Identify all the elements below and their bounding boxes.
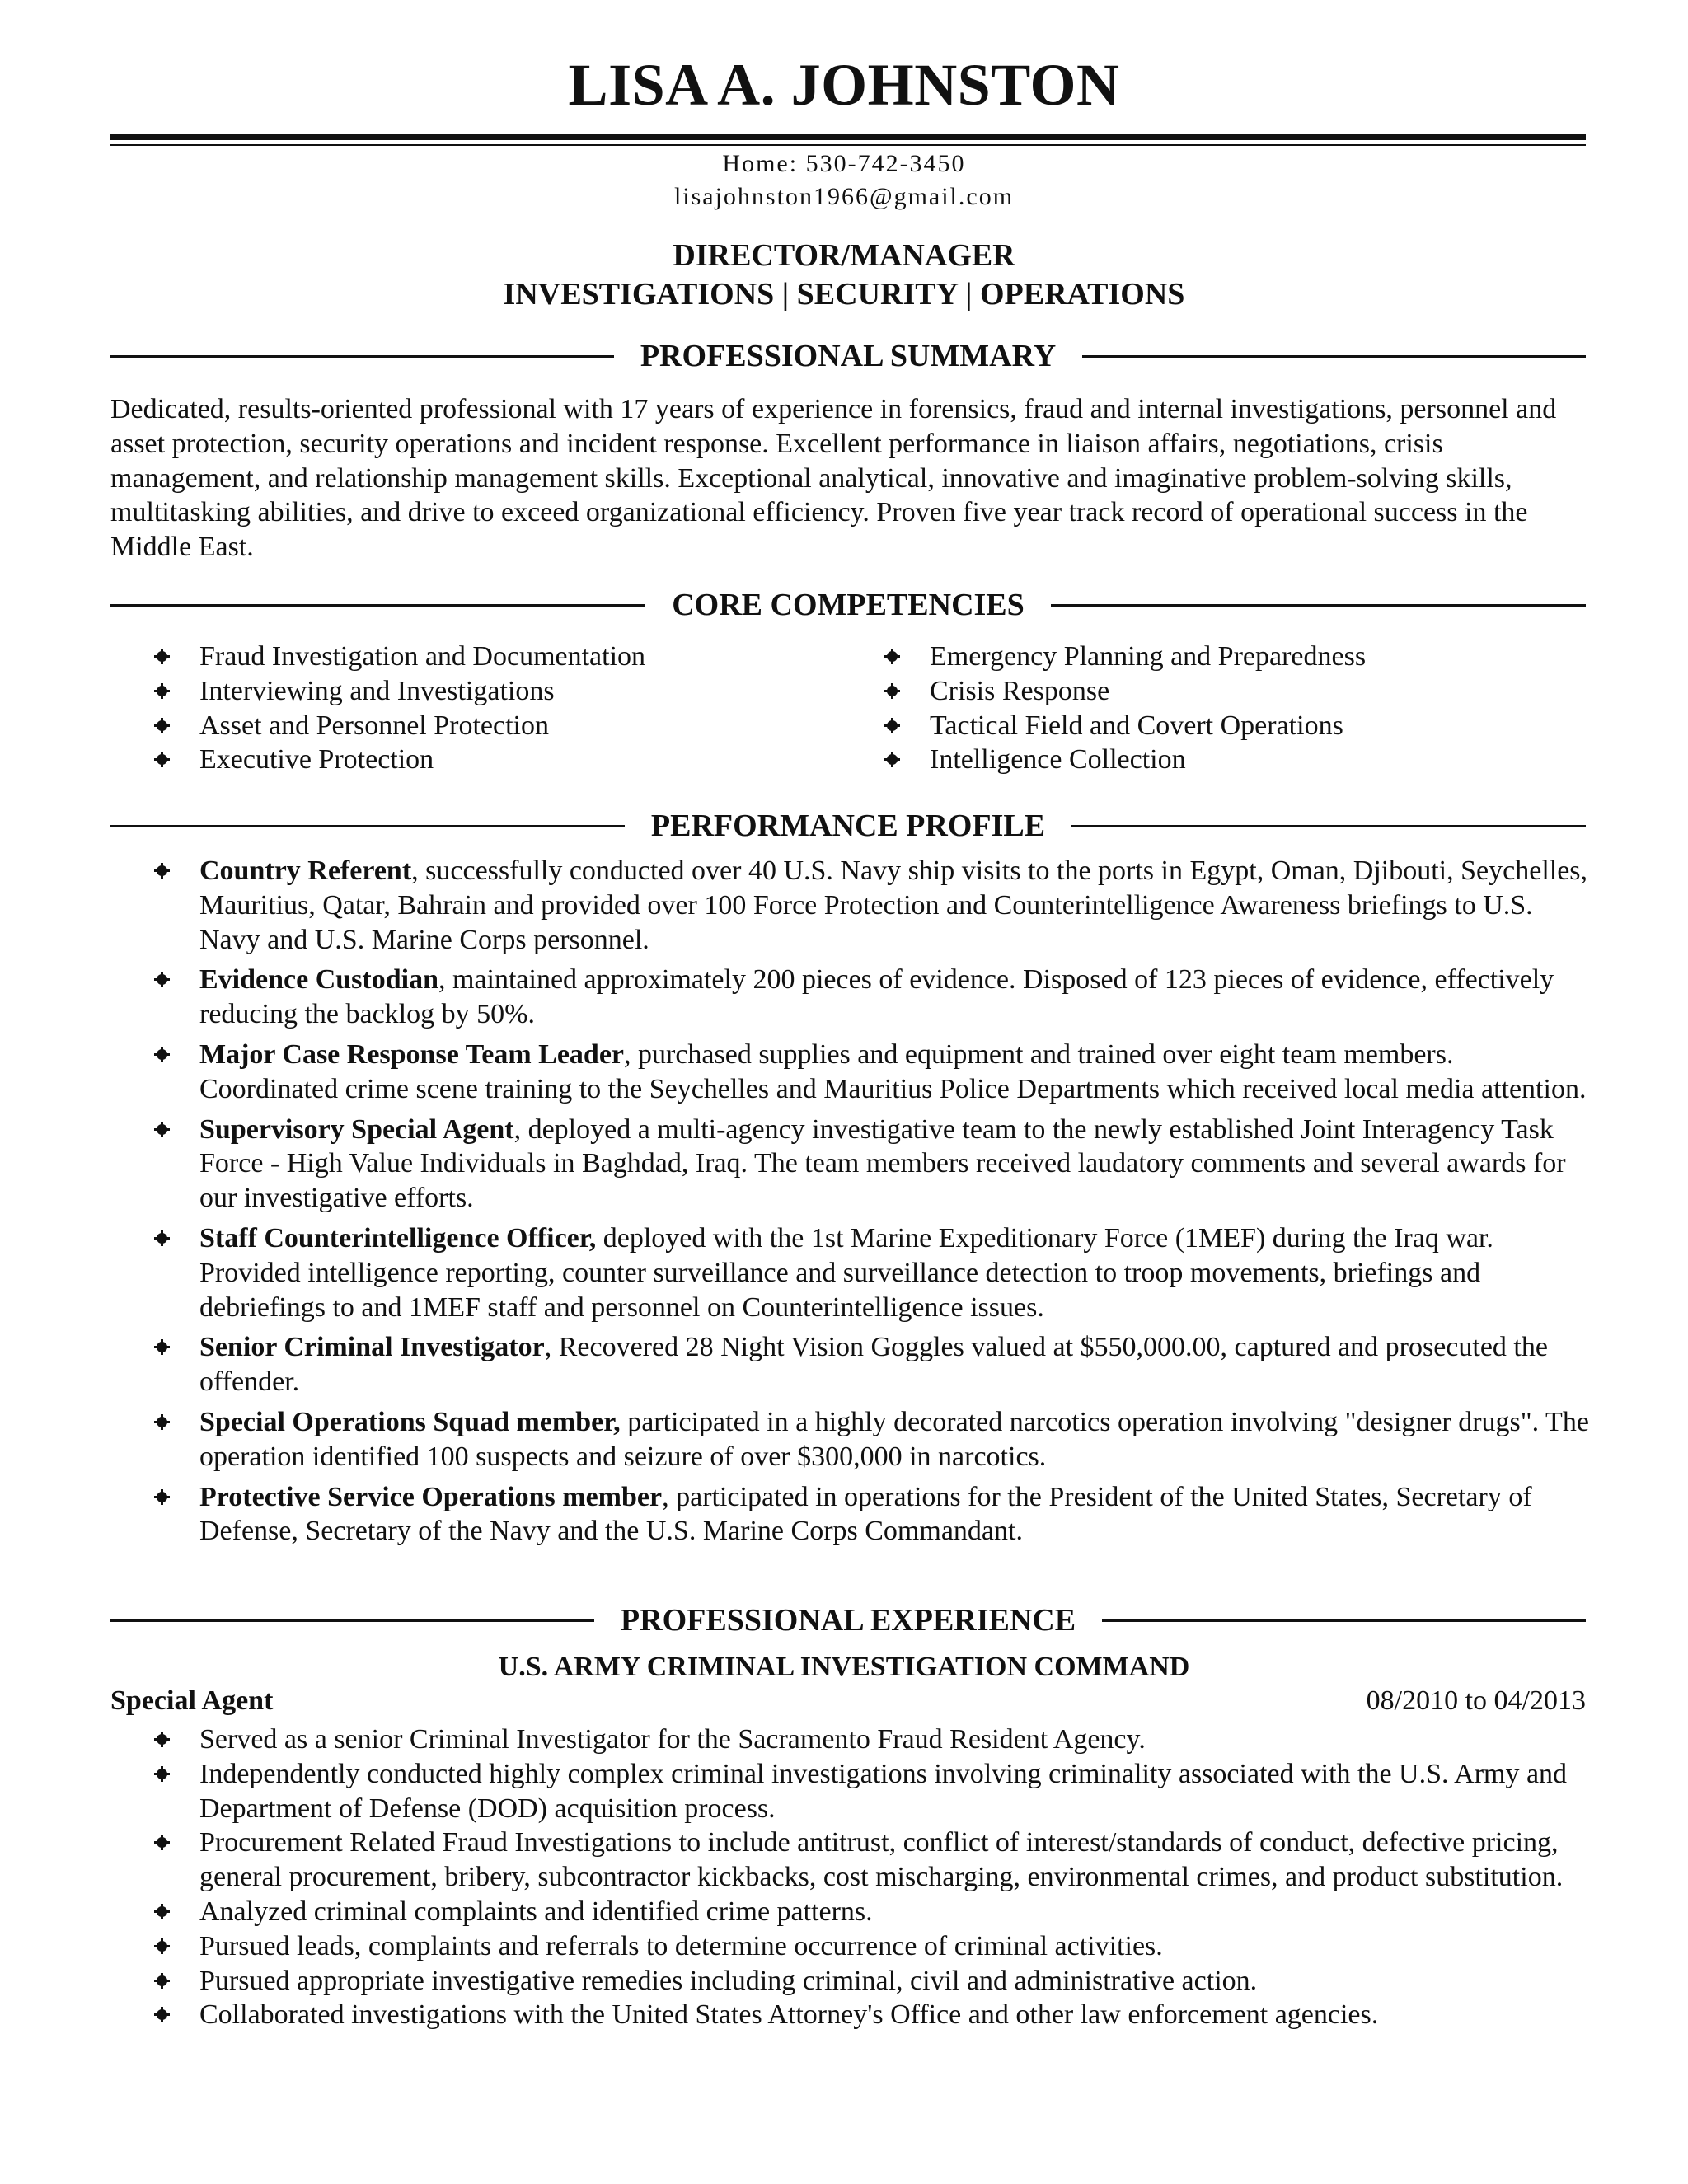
heading-rule-left [110, 355, 614, 358]
list-item [110, 1221, 1594, 1324]
heading-rule-left [110, 825, 625, 827]
bullet-icon [887, 686, 898, 696]
list-item [110, 640, 811, 674]
role-name: Supervisory Special Agent [199, 1113, 514, 1145]
list-item [110, 1038, 1594, 1107]
duty-text: Pursued appropriate investigative remedies including criminal, civil and administrative action. [199, 1965, 1258, 1996]
bullet-icon [157, 1769, 167, 1779]
headline-title: DIRECTOR/MANAGER [673, 238, 1015, 273]
bullet-icon [157, 1906, 167, 1917]
bullet-icon [157, 1941, 167, 1952]
role-description: , Recovered 28 Night Vision Goggles valued at $550,000.00, captured and prosecuted the offender. [199, 1332, 1548, 1398]
list-item [110, 854, 1594, 957]
heading-rule-left [110, 604, 645, 607]
bullet-icon [157, 1837, 167, 1848]
headline-areas: INVESTIGATIONS | SECURITY | OPERATIONS [503, 277, 1185, 312]
list-item [110, 709, 811, 743]
list-item [841, 743, 1582, 777]
competency-label: Executive Protection [199, 744, 434, 776]
job-title: Special Agent [110, 1685, 274, 1716]
bullet-icon [157, 686, 167, 696]
list-item [110, 1722, 1594, 1757]
performance-heading-label: PERFORMANCE PROFILE [650, 808, 1046, 843]
performance-heading [110, 808, 1586, 844]
competencies-heading [110, 587, 1586, 623]
duties-list [110, 1722, 1594, 2032]
competencies-right-list [841, 640, 1582, 777]
role-description: , purchased supplies and equipment and trained over eight team members. Coordinated crime scene training to the Seychelles and Mauritius Police Departments which received local media attention. [199, 1038, 1587, 1104]
list-item [110, 1113, 1594, 1216]
summary-heading [110, 338, 1586, 374]
experience-heading-label: PROFESSIONAL EXPERIENCE [620, 1603, 1076, 1638]
role-name: Special Operations Squad member, [199, 1406, 621, 1437]
role-name: Protective Service Operations member [199, 1481, 663, 1512]
heading-rule-left [110, 1619, 594, 1622]
list-item [841, 640, 1582, 674]
bullet-icon [157, 1417, 167, 1427]
role-description: , maintained approximately 200 pieces of evidence. Disposed of 123 pieces of evidence, effectively reducing the backlog by 50%. [199, 964, 1554, 1030]
competency-label: Fraud Investigation and Documentation [199, 641, 646, 672]
performance-list [110, 854, 1594, 1554]
header-rule-thick [110, 134, 1586, 140]
duty-text: Collaborated investigations with the United States Attorney's Office and other law enforcement agencies. [199, 1999, 1379, 2031]
experience-heading [110, 1602, 1586, 1638]
list-item [110, 1330, 1594, 1399]
role-description: , participated in operations for the President of the United States, Secretary of Defense, Secretary of the Navy and the U.S. Marine Corps Commandant. [199, 1481, 1532, 1547]
role-name: Senior Criminal Investigator [199, 1332, 545, 1363]
bullet-icon [157, 1342, 167, 1352]
header-rule-thin [110, 144, 1586, 146]
competency-label: Tactical Field and Covert Operations [930, 710, 1343, 741]
email-address: lisajohnston1966@gmail.com [673, 183, 1015, 210]
role-description: , successfully conducted over 40 U.S. Navy ship visits to the ports in Egypt, Oman, Djibouti, Seychelles, Mauritius, Qatar, Bahrain and provided over 100 Force Protection and Counterintelligence Awareness briefings to U.S. Navy and U.S. Marine Corps personnel. [199, 855, 1588, 955]
list-item [110, 963, 1594, 1032]
list-item [110, 1405, 1594, 1474]
heading-rule-right [1102, 1619, 1586, 1622]
competency-label: Crisis Response [930, 675, 1110, 706]
bullet-icon [157, 651, 167, 662]
bullet-icon [887, 651, 898, 662]
role-name: Staff Counterintelligence Officer, [199, 1222, 597, 1254]
list-item [110, 1929, 1594, 1964]
heading-rule-right [1071, 825, 1586, 827]
bullet-icon [157, 974, 167, 985]
phone-number: Home: 530-742-3450 [722, 150, 966, 177]
role-description: , deployed a multi-agency investigative team to the newly established Joint Interagency Task Force - High Value Individuals in Baghdad, Iraq. The team members received laudatory comments and several awards for our investigative efforts. [199, 1113, 1566, 1214]
list-item [110, 1480, 1594, 1549]
competency-label: Interviewing and Investigations [199, 675, 555, 706]
bullet-icon [157, 865, 167, 876]
duty-text: Procurement Related Fraud Investigations to include antitrust, conflict of interest/standards of conduct, defective pricing, general procurement, bribery, subcontractor kickbacks, cost mischarging, environmental crimes, and product substitution. [199, 1827, 1564, 1893]
list-item [110, 1964, 1594, 1999]
candidate-name: LISA A. JOHNSTON [568, 52, 1120, 118]
bullet-icon [157, 720, 167, 731]
list-item [841, 709, 1582, 743]
role-name: Evidence Custodian [199, 964, 438, 996]
bullet-icon [157, 1734, 167, 1745]
duty-text: Pursued leads, complaints and referrals to determine occurrence of criminal activities. [199, 1930, 1163, 1961]
bullet-icon [157, 1124, 167, 1135]
bullet-icon [887, 754, 898, 765]
list-item [110, 1998, 1594, 2032]
competency-label: Asset and Personnel Protection [199, 710, 549, 741]
bullet-icon [157, 1975, 167, 1986]
employer-name: U.S. ARMY CRIMINAL INVESTIGATION COMMAND [498, 1652, 1190, 1682]
summary-text: Dedicated, results-oriented professional with 17 years of experience in forensics, fraud and internal investigations, personnel and asset protection, security operations and incident response. Excellent performance in liaison affairs, negotiations, crisis management, and relationship management skills. Exceptional analytical, innovative and imaginative problem-solving skills, multitasking abilities, and drive to exceed organizational efficiency. Proven five year track record of operational success in the Middle East. [110, 394, 1557, 563]
summary-heading-label: PROFESSIONAL SUMMARY [640, 339, 1057, 373]
list-item [841, 674, 1582, 709]
list-item [110, 1825, 1594, 1895]
bullet-icon [157, 1049, 167, 1060]
bullet-icon [157, 1492, 167, 1502]
heading-rule-right [1082, 355, 1586, 358]
bullet-icon [157, 754, 167, 765]
duty-text: Analyzed criminal complaints and identified crime patterns. [199, 1896, 873, 1927]
bullet-icon [157, 2009, 167, 2020]
competency-label: Emergency Planning and Preparedness [930, 641, 1367, 672]
competencies-heading-label: CORE COMPETENCIES [672, 588, 1025, 622]
competency-label: Intelligence Collection [930, 744, 1186, 776]
bullet-icon [887, 720, 898, 731]
competencies-left-list [110, 640, 811, 777]
role-description: participated in a highly decorated narcotics operation involving "designer drugs". The operation identified 100 suspects and seizure of over $300,000 in narcotics. [199, 1406, 1589, 1472]
duty-text: Served as a senior Criminal Investigator for the Sacramento Fraud Resident Agency. [199, 1724, 1146, 1755]
heading-rule-right [1051, 604, 1586, 607]
role-name: Country Referent [199, 855, 412, 886]
list-item [110, 674, 811, 709]
job-dates: 08/2010 to 04/2013 [1366, 1685, 1586, 1716]
list-item [110, 743, 811, 777]
list-item [110, 1757, 1594, 1826]
duty-text: Independently conducted highly complex criminal investigations involving criminality associated with the U.S. Army and Department of Defense (DOD) acquisition process. [199, 1758, 1568, 1824]
role-name: Major Case Response Team Leader [199, 1038, 624, 1070]
list-item [110, 1895, 1594, 1929]
bullet-icon [157, 1233, 167, 1244]
role-description: deployed with the 1st Marine Expeditionary Force (1MEF) during the Iraq war. Provided intelligence reporting, counter surveillance and surveillance detection to troop movements, briefings and debriefings to and 1MEF staff and personnel on Counterintelligence issues. [199, 1222, 1493, 1323]
